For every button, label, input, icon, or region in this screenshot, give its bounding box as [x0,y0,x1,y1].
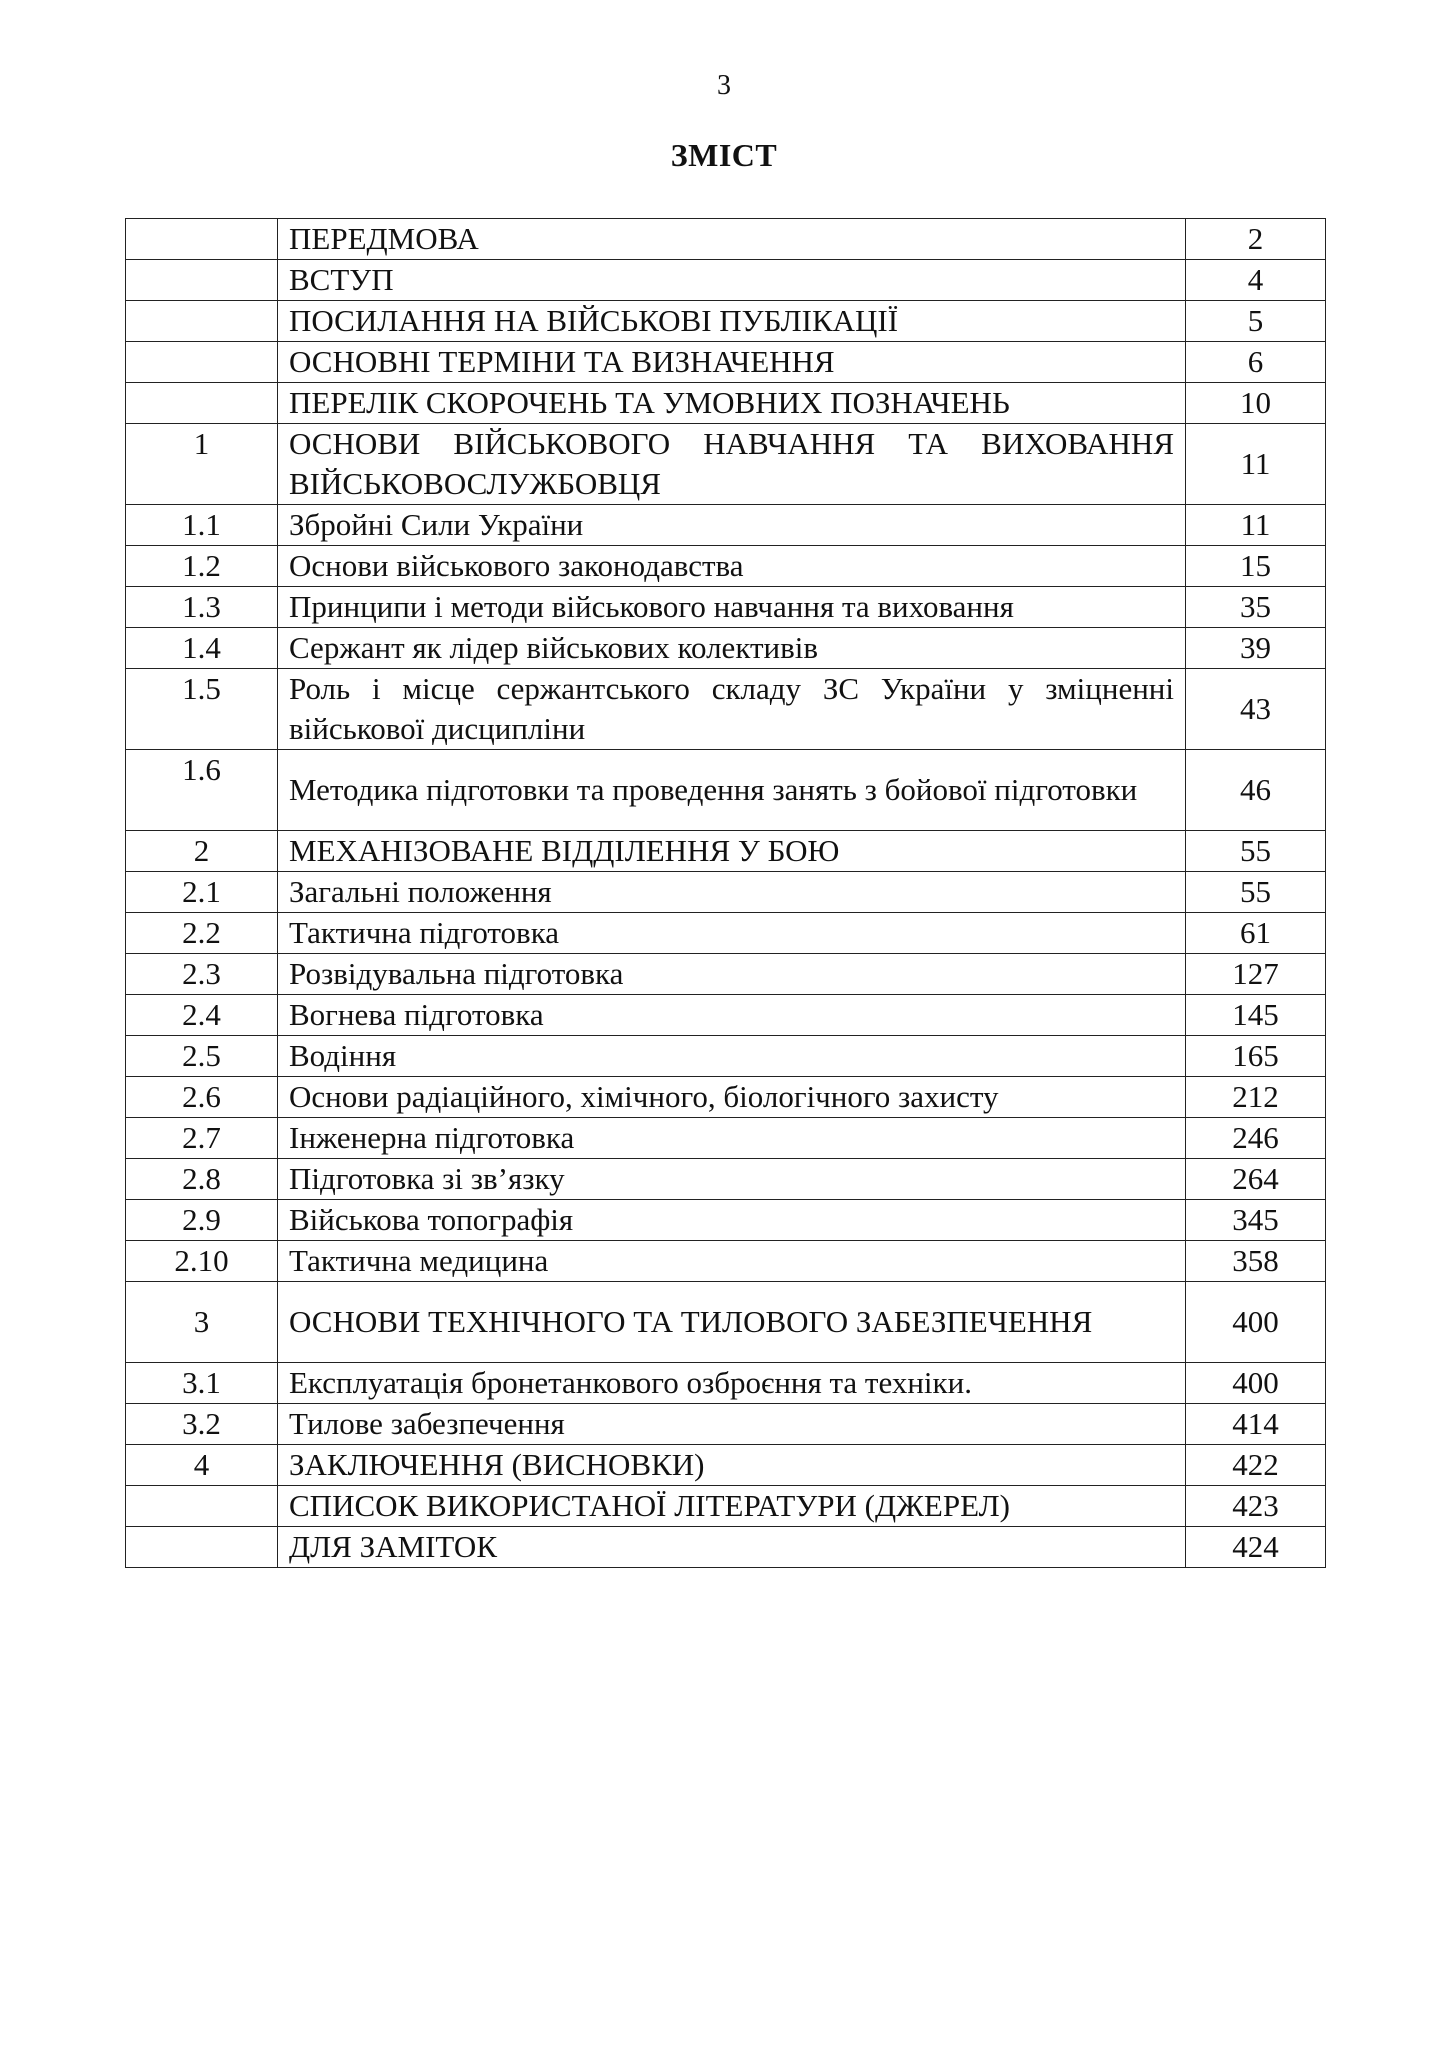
page-ref: 43 [1186,669,1326,750]
section-title: Розвідувальна підготовка [278,954,1186,995]
section-title: ОСНОВИ ТЕХНІЧНОГО ТА ТИЛОВОГО ЗАБЕЗПЕЧЕННЯ [278,1282,1186,1363]
section-number: 1.5 [126,669,278,750]
toc-row [126,669,1326,750]
page-ref: 145 [1186,995,1326,1036]
page-ref: 414 [1186,1404,1326,1445]
section-number: 1 [126,424,278,505]
page-ref: 423 [1186,1486,1326,1527]
toc-row [126,219,1326,260]
toc-row [126,424,1326,505]
section-number: 3 [126,1282,278,1363]
page-ref: 61 [1186,913,1326,954]
section-number [126,1527,278,1568]
section-title: Інженерна підготовка [278,1118,1186,1159]
toc-row [126,260,1326,301]
section-title: Збройні Сили України [278,505,1186,546]
section-number: 2.2 [126,913,278,954]
page-ref: 5 [1186,301,1326,342]
page-ref: 424 [1186,1527,1326,1568]
section-title: ВСТУП [278,260,1186,301]
page-ref: 358 [1186,1241,1326,1282]
section-title: Загальні положення [278,872,1186,913]
page-ref: 46 [1186,750,1326,831]
section-title: Тилове забезпечення [278,1404,1186,1445]
toc-row [126,301,1326,342]
page-ref: 39 [1186,628,1326,669]
section-number [126,301,278,342]
page-ref: 55 [1186,831,1326,872]
section-title: Сержант як лідер військових колективів [278,628,1186,669]
page-ref: 55 [1186,872,1326,913]
section-number: 2.4 [126,995,278,1036]
section-title: ЗАКЛЮЧЕННЯ (ВИСНОВКИ) [278,1445,1186,1486]
section-title: Роль і місце сержантського складу ЗС України у зміцненні військової дисципліни [278,669,1186,750]
section-number: 2.10 [126,1241,278,1282]
toc-row [126,1282,1326,1363]
toc-row [126,872,1326,913]
toc-row [126,1404,1326,1445]
section-number: 1.4 [126,628,278,669]
page-ref: 165 [1186,1036,1326,1077]
section-number: 1.6 [126,750,278,831]
toc-row [126,1486,1326,1527]
page-ref: 15 [1186,546,1326,587]
section-title: Підготовка зі зв’язку [278,1159,1186,1200]
page-ref: 10 [1186,383,1326,424]
toc-row [126,628,1326,669]
page-ref: 11 [1186,505,1326,546]
section-title: ДЛЯ ЗАМІТОК [278,1527,1186,1568]
section-number: 2.7 [126,1118,278,1159]
section-title: ПОСИЛАННЯ НА ВІЙСЬКОВІ ПУБЛІКАЦІЇ [278,301,1186,342]
page-ref: 400 [1186,1282,1326,1363]
toc-row [126,995,1326,1036]
toc-row [126,831,1326,872]
page-ref: 127 [1186,954,1326,995]
section-number: 1.2 [126,546,278,587]
page-ref: 4 [1186,260,1326,301]
toc-row [126,1527,1326,1568]
section-number [126,383,278,424]
section-title: Методика підготовки та проведення занять з бойової підготовки [278,750,1186,831]
section-title: ПЕРЕДМОВА [278,219,1186,260]
section-title: Вогнева підготовка [278,995,1186,1036]
section-number [126,1486,278,1527]
section-title: Тактична медицина [278,1241,1186,1282]
section-title: Експлуатація бронетанкового озброєння та техніки. [278,1363,1186,1404]
section-number: 2.9 [126,1200,278,1241]
section-number [126,342,278,383]
section-title: СПИСОК ВИКОРИСТАНОЇ ЛІТЕРАТУРИ (ДЖЕРЕЛ) [278,1486,1186,1527]
section-title: ОСНОВИ ВІЙСЬКОВОГО НАВЧАННЯ ТА ВИХОВАННЯ ВІЙСЬКОВОСЛУЖБОВЦЯ [278,424,1186,505]
page-ref: 35 [1186,587,1326,628]
section-number: 2 [126,831,278,872]
page-ref: 422 [1186,1445,1326,1486]
section-number: 3.2 [126,1404,278,1445]
section-title: Основи військового законодавства [278,546,1186,587]
toc-row [126,587,1326,628]
section-number: 1.3 [126,587,278,628]
toc-row [126,342,1326,383]
page-ref: 11 [1186,424,1326,505]
page-ref: 264 [1186,1159,1326,1200]
section-title: ПЕРЕЛІК СКОРОЧЕНЬ ТА УМОВНИХ ПОЗНАЧЕНЬ [278,383,1186,424]
page-ref: 400 [1186,1363,1326,1404]
toc-row [126,954,1326,995]
page-ref: 345 [1186,1200,1326,1241]
section-number: 3.1 [126,1363,278,1404]
page-ref: 6 [1186,342,1326,383]
section-number [126,260,278,301]
section-title: Водіння [278,1036,1186,1077]
section-title: ОСНОВНІ ТЕРМІНИ ТА ВИЗНАЧЕННЯ [278,342,1186,383]
page-ref: 2 [1186,219,1326,260]
page-number: 3 [717,70,731,101]
toc-row [126,1363,1326,1404]
section-title: Основи радіаційного, хімічного, біологічного захисту [278,1077,1186,1118]
toc-row [126,1118,1326,1159]
toc-row [126,750,1326,831]
table-of-contents [125,218,1326,1568]
section-number: 4 [126,1445,278,1486]
page-title: ЗМІСТ [670,137,778,173]
section-number [126,219,278,260]
toc-row [126,1200,1326,1241]
toc-row [126,913,1326,954]
section-number: 1.1 [126,505,278,546]
toc-row [126,1077,1326,1118]
section-number: 2.1 [126,872,278,913]
toc-row [126,383,1326,424]
section-title: Принципи і методи військового навчання та виховання [278,587,1186,628]
section-title: Тактична підготовка [278,913,1186,954]
toc-row [126,1445,1326,1486]
toc-row [126,1036,1326,1077]
page-ref: 212 [1186,1077,1326,1118]
section-number: 2.6 [126,1077,278,1118]
toc-row [126,546,1326,587]
section-title: МЕХАНІЗОВАНЕ ВІДДІЛЕННЯ У БОЮ [278,831,1186,872]
section-title: Військова топографія [278,1200,1186,1241]
page-ref: 246 [1186,1118,1326,1159]
toc-row [126,1241,1326,1282]
toc-row [126,1159,1326,1200]
section-number: 2.3 [126,954,278,995]
section-number: 2.5 [126,1036,278,1077]
section-number: 2.8 [126,1159,278,1200]
toc-row [126,505,1326,546]
